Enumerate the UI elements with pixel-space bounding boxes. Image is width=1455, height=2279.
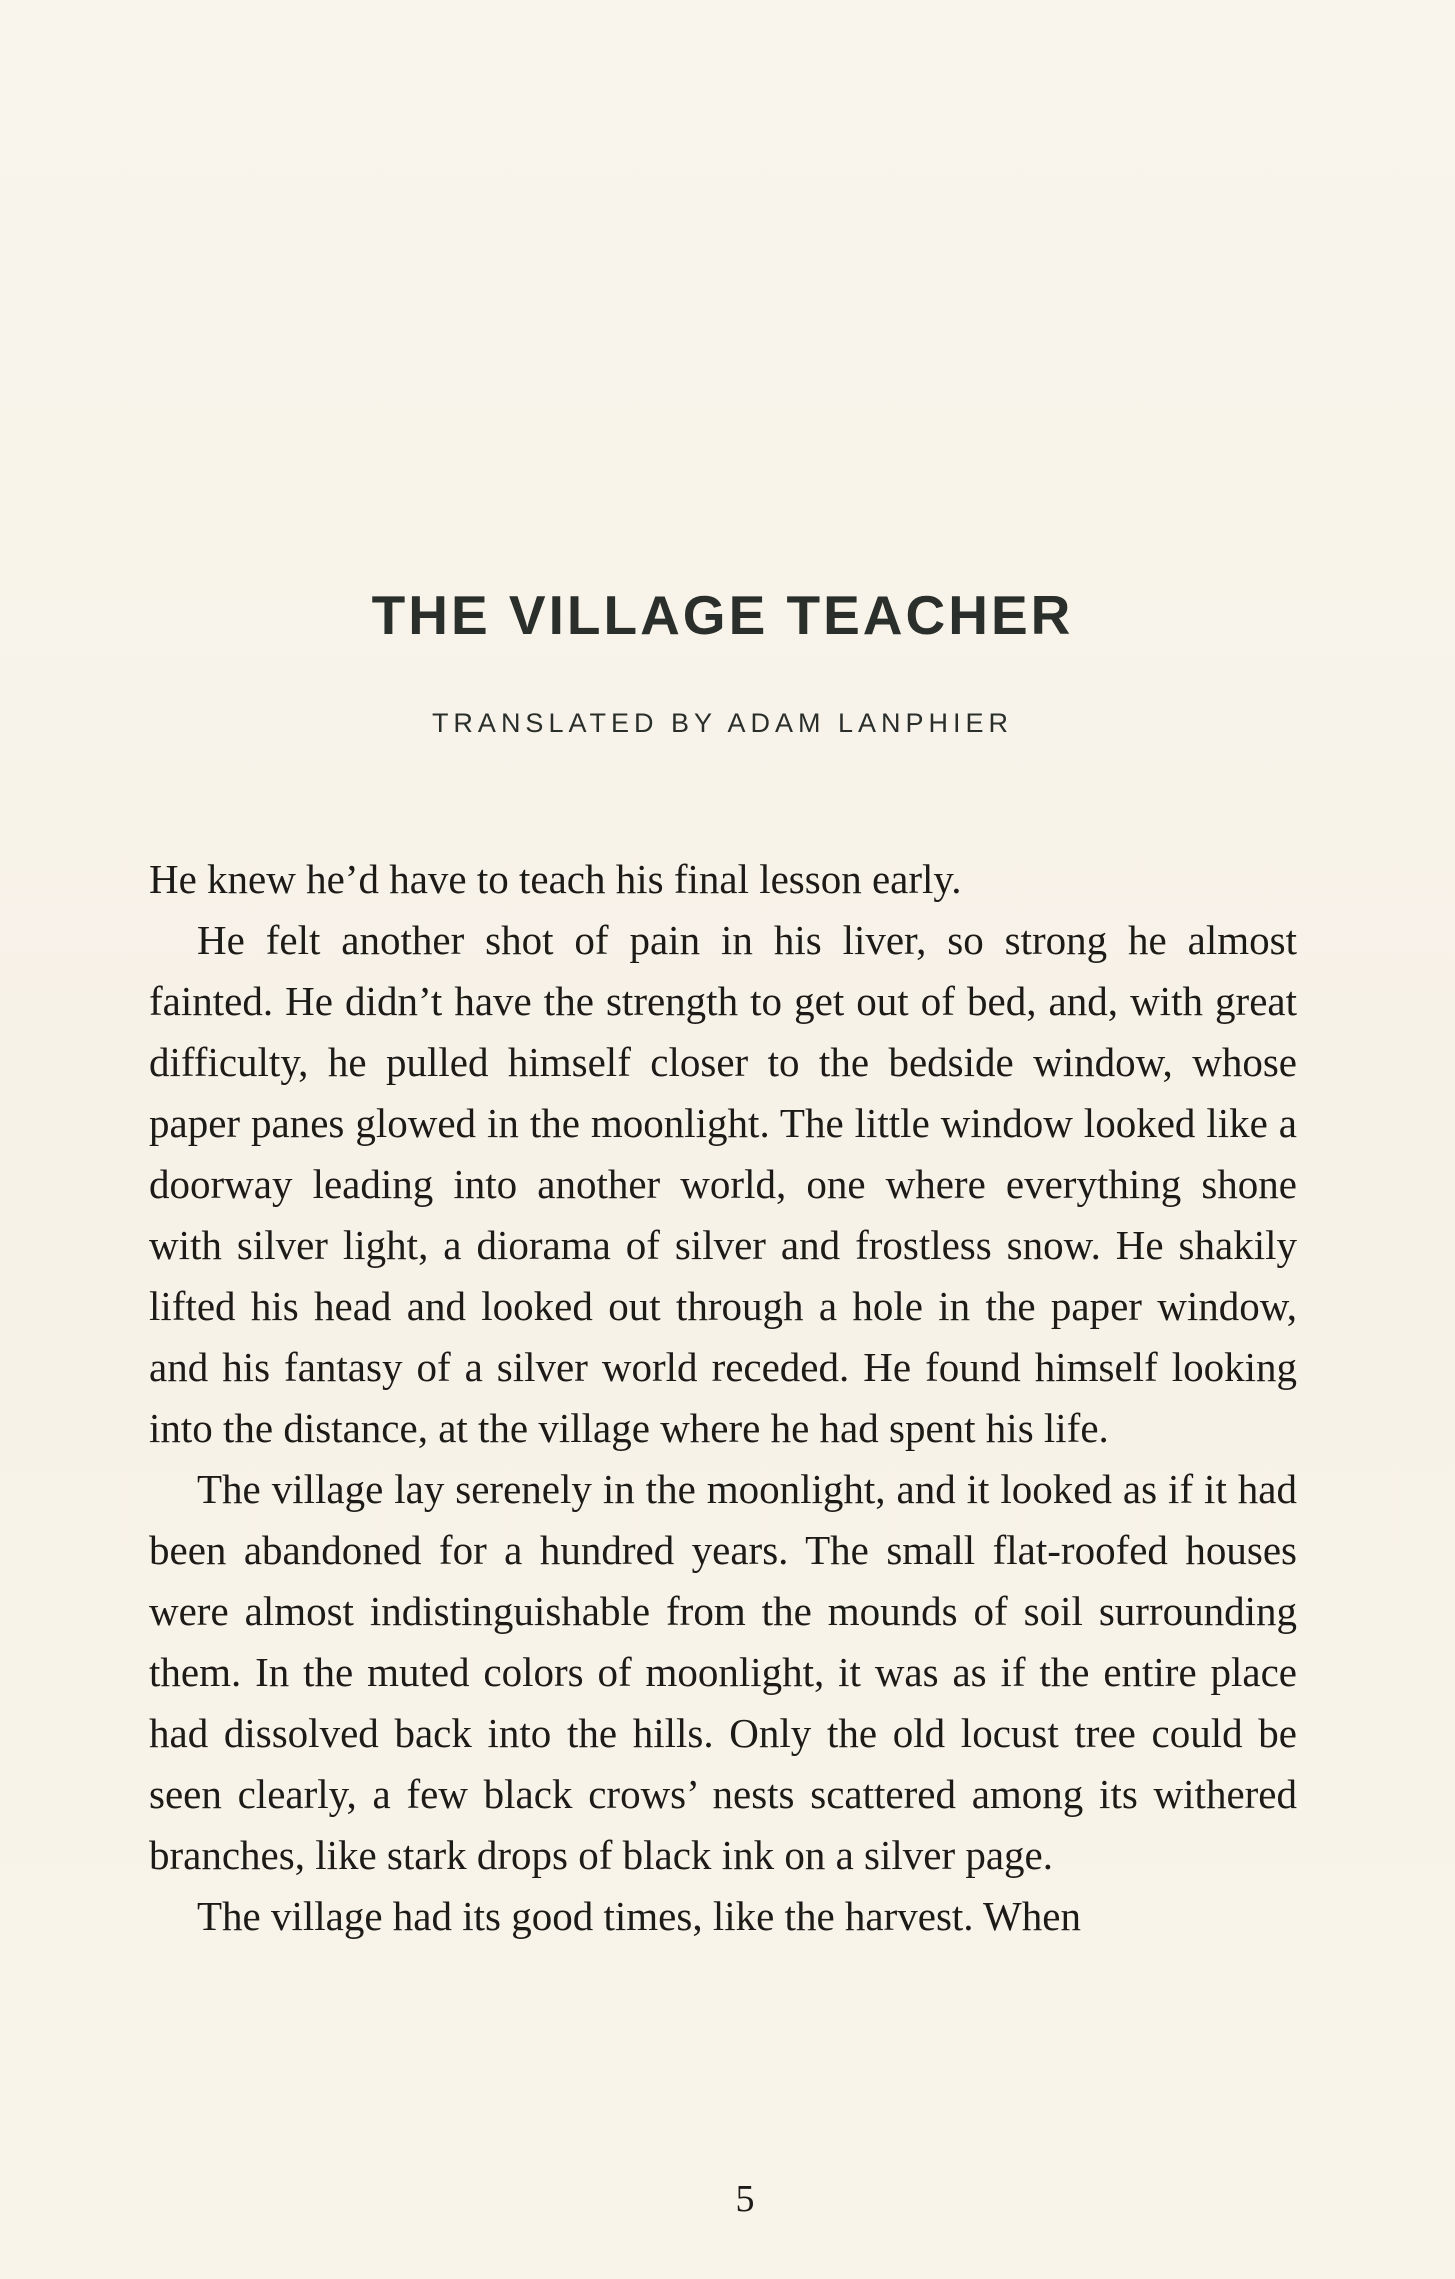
paragraph-3: The village lay serenely in the moonlight, and it looked as if it had been abandoned for a hundred years. The small flat-roofed houses were almost indistinguishable from the mounds of soil surrounding them. In the muted colors of moonlight, it was as if the entire place had dissolved back into the hills. Only the old locust tree could be seen clearly, a few black crows’ nests scattered among its withered branches, like stark drops of black ink on a silver page. bbox=[149, 1466, 1297, 1878]
paragraph-1: He knew he’d have to teach his final lesson early. bbox=[149, 856, 962, 902]
paragraph-2: He felt another shot of pain in his liver, so strong he almost fainted. He didn’t have the strength to get out of bed, and, with great difficulty, he pulled himself closer to the bedside window, whose paper panes glowed in the moonlight. The little window looked like a doorway leading into another world, one where everything shone with silver light, a diorama of silver and frostless snow. He shakily lifted his head and looked out through a hole in the paper window, and his fantasy of a silver world receded. He found himself looking into the distance, at the village where he had spent his life. bbox=[149, 917, 1297, 1451]
chapter-title: THE VILLAGE TEACHER bbox=[371, 584, 1074, 646]
body-text bbox=[149, 849, 1297, 1947]
paragraph-4: The village had its good times, like the harvest. When bbox=[197, 1893, 1081, 1939]
translator-credit: TRANSLATED BY ADAM LANPHIER bbox=[431, 708, 1014, 738]
page-number: 5 bbox=[735, 2178, 755, 2220]
